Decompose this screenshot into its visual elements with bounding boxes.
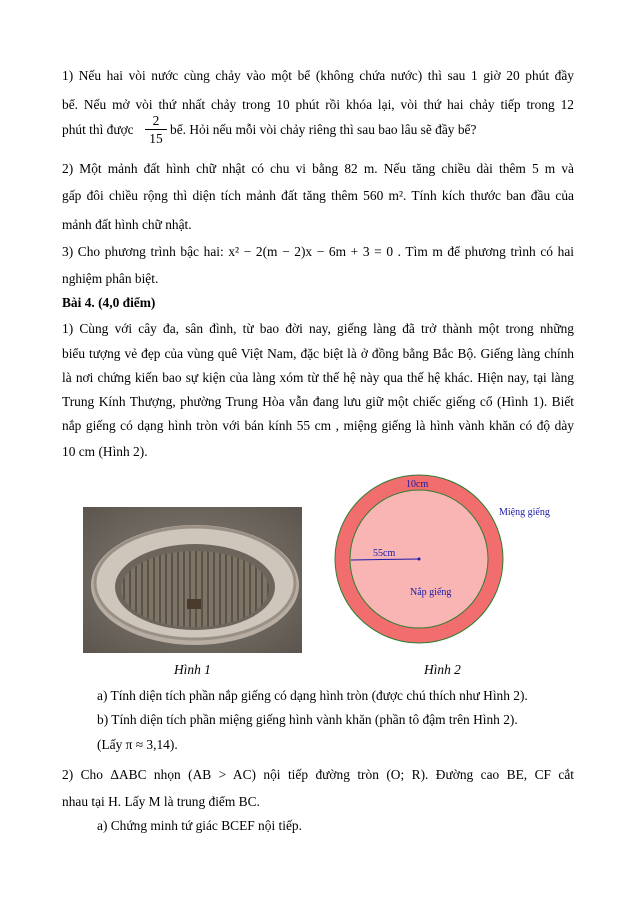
label-nap-gieng: Nắp giếng (410, 587, 452, 598)
q1-line6: 10 cm (Hình 2). (62, 444, 148, 459)
caption-hinh1: Hình 1 (174, 662, 211, 677)
p2-line3: mảnh đất hình chữ nhật. (62, 217, 192, 232)
q1-line1: 1) Cùng với cây đa, sân đình, từ bao đời nay, giếng làng đã trở thành một trong những (62, 321, 574, 336)
fraction-2-15 (145, 113, 167, 146)
q1-line2: biểu tượng vẻ đẹp của vùng quê Việt Nam, đặc biệt là ở đồng bằng Bắc Bộ. Giếng làng chính (62, 346, 574, 361)
p1-line2: bể. Nếu mở vòi thứ nhất chảy trong 10 phút rồi khóa lại, vòi thứ hai chảy tiếp trong 12 (62, 97, 574, 112)
p3-line2: nghiệm phân biệt. (62, 271, 159, 286)
p1-line3a: phút thì được (62, 122, 134, 137)
q1-line4: Trung Kính Thượng, phường Trung Hòa vẫn đang lưu giữ một chiếc giếng cổ (Hình 1). Biết (62, 394, 574, 409)
p1-line3b: bể. Hỏi nếu mỗi vòi chảy riêng thì sau bao lâu sẽ đầy bể? (170, 122, 477, 137)
sub-pi: (Lấy π ≈ 3,14). (97, 737, 178, 752)
q2-a: a) Chứng minh tứ giác BCEF nội tiếp. (97, 818, 302, 833)
p3-line1: 3) Cho phương trình bậc hai: x² − 2(m − 2)x − 6m + 3 = 0 . Tìm m để phương trình có hai (62, 244, 574, 259)
center-point (418, 558, 421, 561)
frac-den: 15 (149, 131, 163, 146)
caption-hinh2: Hình 2 (424, 662, 461, 677)
bai4-title: Bài 4. (4,0 điểm) (62, 295, 156, 310)
q1-line5: nắp giếng có dạng hình tròn với bán kính 55 cm , miệng giếng là hình vành khăn có độ dày (62, 418, 574, 433)
q1-line3: là nơi chứng kiến bao sự kiện của làng xóm từ thế hệ này qua thế hệ khác. Hiện nay, tại làng (62, 370, 574, 385)
well-photo (83, 507, 302, 653)
p2-line2: gấp đôi chiều rộng thì diện tích mảnh đất tăng thêm 560 m². Tính kích thước ban đầu của (62, 188, 574, 203)
label-55cm: 55cm (373, 548, 396, 559)
q2-line2: nhau tại H. Lấy M là trung điểm BC. (62, 794, 260, 809)
sub-b: b) Tính diện tích phần miệng giếng hình vành khăn (phần tô đậm trên Hình 2). (97, 712, 518, 727)
q2-line1: 2) Cho ΔABC nhọn (AB > AC) nội tiếp đường tròn (O; R). Đường cao BE, CF cắt (62, 767, 574, 782)
sub-a: a) Tính diện tích phần nắp giếng có dạng hình tròn (được chú thích như Hình 2). (97, 688, 528, 703)
frac-num: 2 (152, 113, 160, 128)
label-10cm: 10cm (406, 479, 429, 490)
p1-line1: 1) Nếu hai vòi nước cùng chảy vào một bể (không chứa nước) thì sau 1 giờ 20 phút đầy (62, 68, 574, 83)
well-diagram (330, 474, 620, 664)
p2-line1: 2) Một mảnh đất hình chữ nhật có chu vi bằng 82 m. Nếu tăng chiều dài thêm 5 m và (62, 161, 574, 176)
label-mieng-gieng: Miệng giếng (499, 507, 550, 518)
